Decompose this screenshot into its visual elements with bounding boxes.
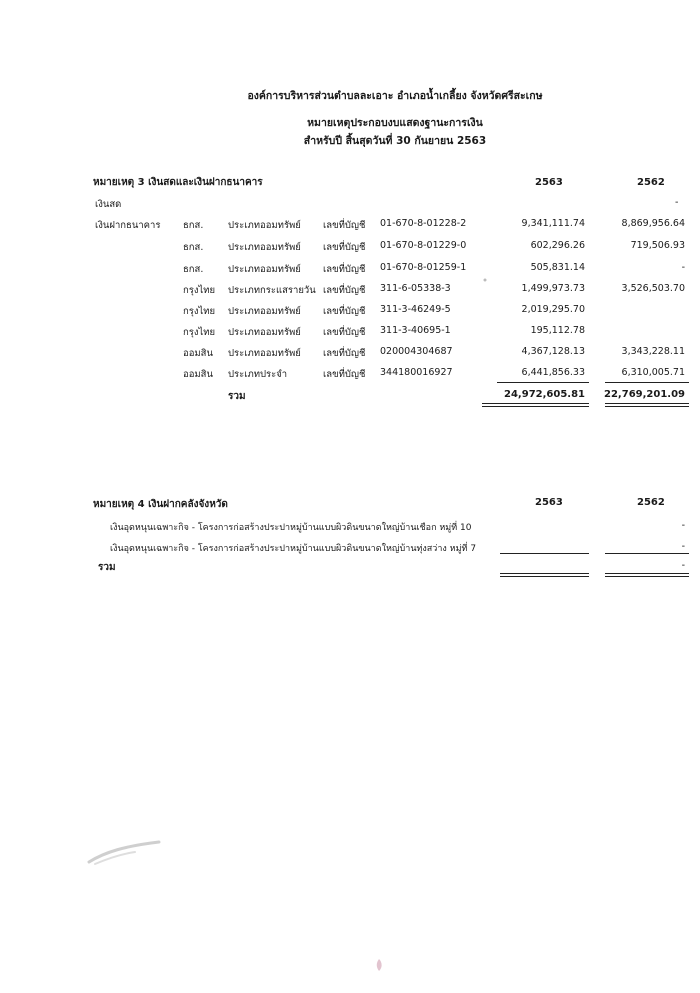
row-prior: 8,869,956.64: [621, 218, 685, 229]
note3-title: หมายเหตุ 3 เงินสดและเงินฝากธนาคาร: [93, 177, 263, 188]
row-account-label: เลขที่บัญชี: [323, 369, 366, 380]
row-prior: 719,506.93: [630, 240, 685, 251]
row-account: 311-3-46249-5: [380, 304, 451, 315]
row-prior: 3,343,228.11: [621, 346, 685, 357]
row-type: ประเภทประจำ: [228, 369, 288, 380]
row-prior: -: [681, 262, 685, 273]
row-account-label: เลขที่บัญชี: [323, 348, 366, 359]
row-account: 01-670-8-01229-0: [380, 240, 467, 251]
total-double-rule: [500, 576, 589, 577]
row-current: 4,367,128.13: [521, 346, 585, 357]
row-bank: กรุงไทย: [183, 285, 216, 296]
row-bank: ธกส.: [183, 220, 204, 231]
note4-row-label: เงินอุดหนุนเฉพาะกิจ - โครงการก่อสร้างประปาหมู่บ้านแบบผิวดินขนาดใหญ่บ้านทุ่งสว่าง หมู่ที่ 7: [110, 544, 477, 554]
row-bank: ธกส.: [183, 264, 204, 275]
total-double-rule: [605, 403, 689, 404]
note4-row-label: เงินอุดหนุนเฉพาะกิจ - โครงการก่อสร้างประปาหมู่บ้านแบบผิวดินขนาดใหญ่บ้านเชือก หมู่ที่ 10: [110, 523, 472, 533]
row-current: 505,831.14: [530, 262, 585, 273]
row-type: ประเภทออมทรัพย์: [228, 220, 301, 231]
row-bank: ออมสิน: [183, 348, 213, 359]
row-current: 195,112.78: [530, 325, 585, 336]
scan-speck-mark: [373, 958, 385, 972]
total-double-rule: [605, 573, 689, 574]
row-current: 602,296.26: [530, 240, 585, 251]
note3-total-current: 24,972,605.81: [504, 389, 585, 400]
row-current: 9,341,111.74: [521, 218, 585, 229]
row-bank: ออมสิน: [183, 369, 213, 380]
deposit-label: เงินฝากธนาคาร: [95, 220, 161, 231]
note4-col-current: 2563: [535, 497, 563, 508]
report-period: สำหรับปี สิ้นสุดวันที่ 30 กันยายน 2563: [303, 135, 487, 147]
row-account: 344180016927: [380, 367, 453, 378]
scan-smudge-mark: [85, 838, 165, 868]
subtotal-rule: [500, 553, 589, 554]
row-account: 020004304687: [380, 346, 453, 357]
note3-col-current: 2563: [535, 177, 563, 188]
row-prior: 3,526,503.70: [621, 283, 685, 294]
document-title: หมายเหตุประกอบงบแสดงฐานะการเงิน: [307, 117, 483, 129]
row-bank: กรุงไทย: [183, 327, 216, 338]
row-prior: 6,310,005.71: [621, 367, 685, 378]
cash-label: เงินสด: [95, 199, 122, 210]
total-double-rule: [482, 406, 589, 407]
cash-prior: -: [675, 197, 679, 208]
note3-total-label: รวม: [228, 391, 246, 402]
row-account-label: เลขที่บัญชี: [323, 327, 366, 338]
row-account-label: เลขที่บัญชี: [323, 264, 366, 275]
row-current: 1,499,973.73: [521, 283, 585, 294]
row-type: ประเภทออมทรัพย์: [228, 242, 301, 253]
note4-row-prior: -: [681, 520, 685, 531]
row-account-label: เลขที่บัญชี: [323, 285, 366, 296]
row-type: ประเภทออมทรัพย์: [228, 306, 301, 317]
organization-name: องค์การบริหารส่วนตำบลละเอาะ อำเภอน้ำเกลี้ยง จังหวัดศรีสะเกษ: [247, 90, 543, 102]
row-account: 01-670-8-01259-1: [380, 262, 467, 273]
row-account-label: เลขที่บัญชี: [323, 242, 366, 253]
total-double-rule: [605, 576, 689, 577]
row-account: 311-6-05338-3: [380, 283, 451, 294]
row-account-label: เลขที่บัญชี: [323, 306, 366, 317]
note3-total-prior: 22,769,201.09: [604, 389, 685, 400]
row-account-label: เลขที่บัญชี: [323, 220, 366, 231]
row-account: 01-670-8-01228-2: [380, 218, 467, 229]
row-type: ประเภทออมทรัพย์: [228, 264, 301, 275]
scan-dot-mark: [483, 278, 487, 282]
row-bank: กรุงไทย: [183, 306, 216, 317]
total-double-rule: [500, 573, 589, 574]
note4-total-label: รวม: [98, 562, 116, 573]
note4-col-prior: 2562: [637, 497, 665, 508]
subtotal-rule: [605, 553, 689, 554]
note4-title: หมายเหตุ 4 เงินฝากคลังจังหวัด: [93, 499, 228, 510]
row-type: ประเภทออมทรัพย์: [228, 327, 301, 338]
note3-col-prior: 2562: [637, 177, 665, 188]
note4-row-prior: -: [681, 541, 685, 552]
row-account: 311-3-40695-1: [380, 325, 451, 336]
row-type: ประเภทออมทรัพย์: [228, 348, 301, 359]
total-double-rule: [605, 406, 689, 407]
row-current: 2,019,295.70: [521, 304, 585, 315]
row-current: 6,441,856.33: [521, 367, 585, 378]
note4-total-prior: -: [681, 560, 685, 571]
subtotal-rule: [497, 382, 589, 383]
row-bank: ธกส.: [183, 242, 204, 253]
subtotal-rule: [605, 382, 689, 383]
total-double-rule: [482, 403, 589, 404]
row-type: ประเภทกระแสรายวัน: [228, 285, 316, 296]
